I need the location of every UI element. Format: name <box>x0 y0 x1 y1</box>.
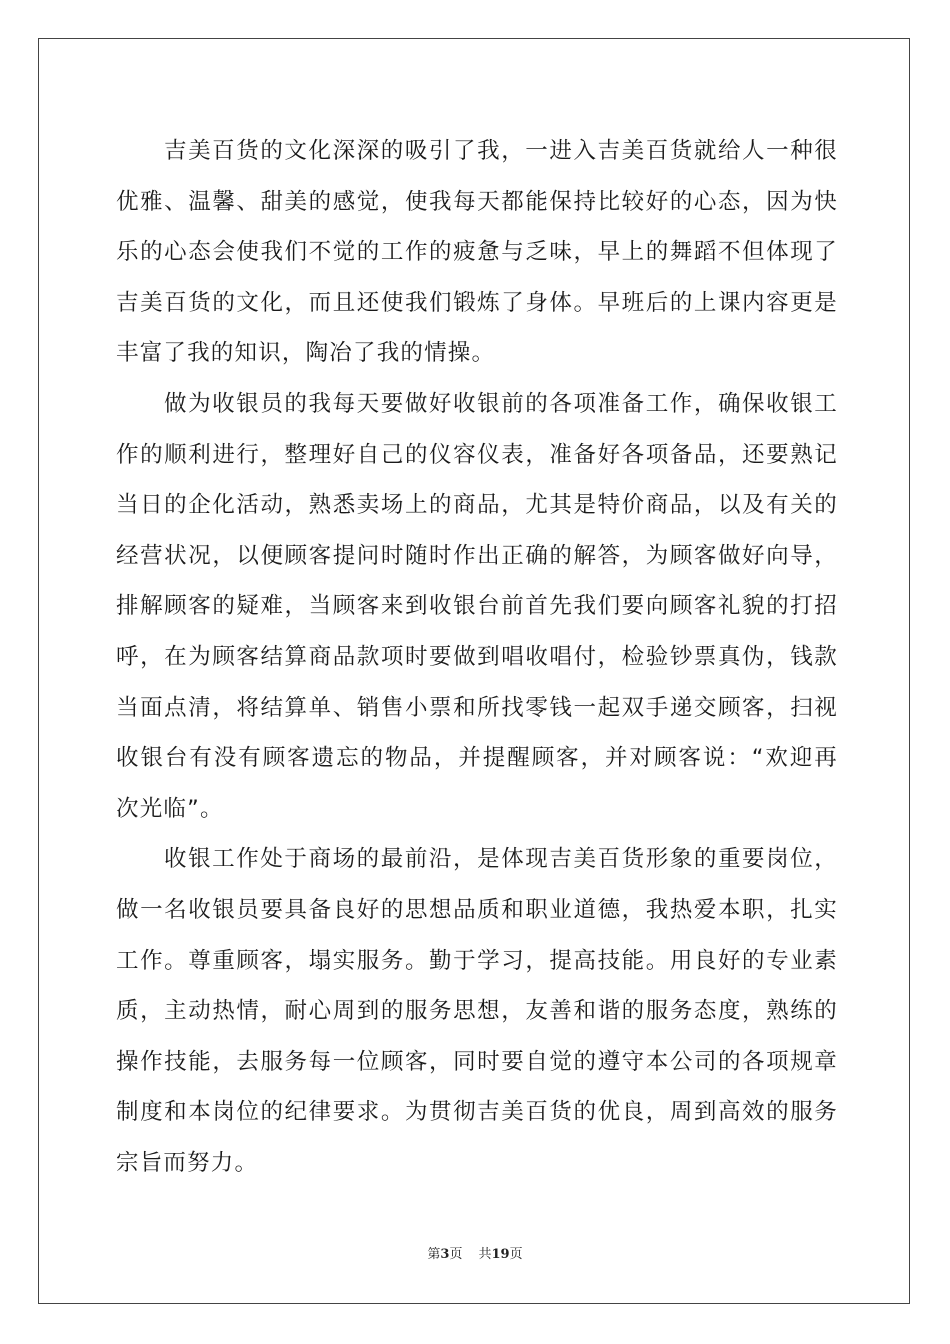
document-body <box>116 126 838 1188</box>
page-number-total: 19 <box>491 1247 510 1262</box>
page-number-current: 3 <box>440 1247 450 1262</box>
total-prefix: 共 <box>478 1247 492 1262</box>
page-suffix: 页 <box>449 1247 463 1262</box>
paragraph-2: 做为收银员的我每天要做好收银前的各项准备工作，确保收银工作的顺利进行，整理好自己的仪容仪表，准备好各项备品，还要熟记当日的企化活动，熟悉卖场上的商品，尤其是特价商品，以及有关的经营状况，以便顾客提问时随时作出正确的解答，为顾客做好向导，排解顾客的疑难，当顾客来到收银台前首先我们要向顾客礼貌的打招呼，在为顾客结算商品款项时要做到唱收唱付，检验钞票真伪，钱款当面点清，将结算单、销售小票和所找零钱一起双手递交顾客，扫视收银台有没有顾客遗忘的物品，并提醒顾客，并对顾客说：“欢迎再次光临”。 <box>116 390 838 822</box>
paragraph-3: 收银工作处于商场的最前沿，是体现吉美百货形象的重要岗位，做一名收银员要具备良好的思想品质和职业道德，我热爱本职，扎实工作。尊重顾客，塌实服务。勤于学习，提高技能。用良好的专业素质，主动热情，耐心周到的服务思想，友善和谐的服务态度，熟练的操作技能，去服务每一位顾客，同时要自觉的遵守本公司的各项规章制度和本岗位的纪律要求。为贯彻吉美百货的优良，周到高效的服务宗旨而努力。 <box>116 846 838 1176</box>
page-prefix: 第 <box>427 1247 441 1262</box>
paragraph-1: 吉美百货的文化深深的吸引了我，一进入吉美百货就给人一种很优雅、温馨、甜美的感觉，使我每天都能保持比较好的心态，因为快乐的心态会使我们不觉的工作的疲惫与乏味，早上的舞蹈不但体现了吉美百货的文化，而且还使我们锻炼了身体。早班后的上课内容更是丰富了我的知识，陶冶了我的情操。 <box>116 138 838 367</box>
total-suffix: 页 <box>509 1247 523 1262</box>
page-footer <box>0 1243 950 1262</box>
